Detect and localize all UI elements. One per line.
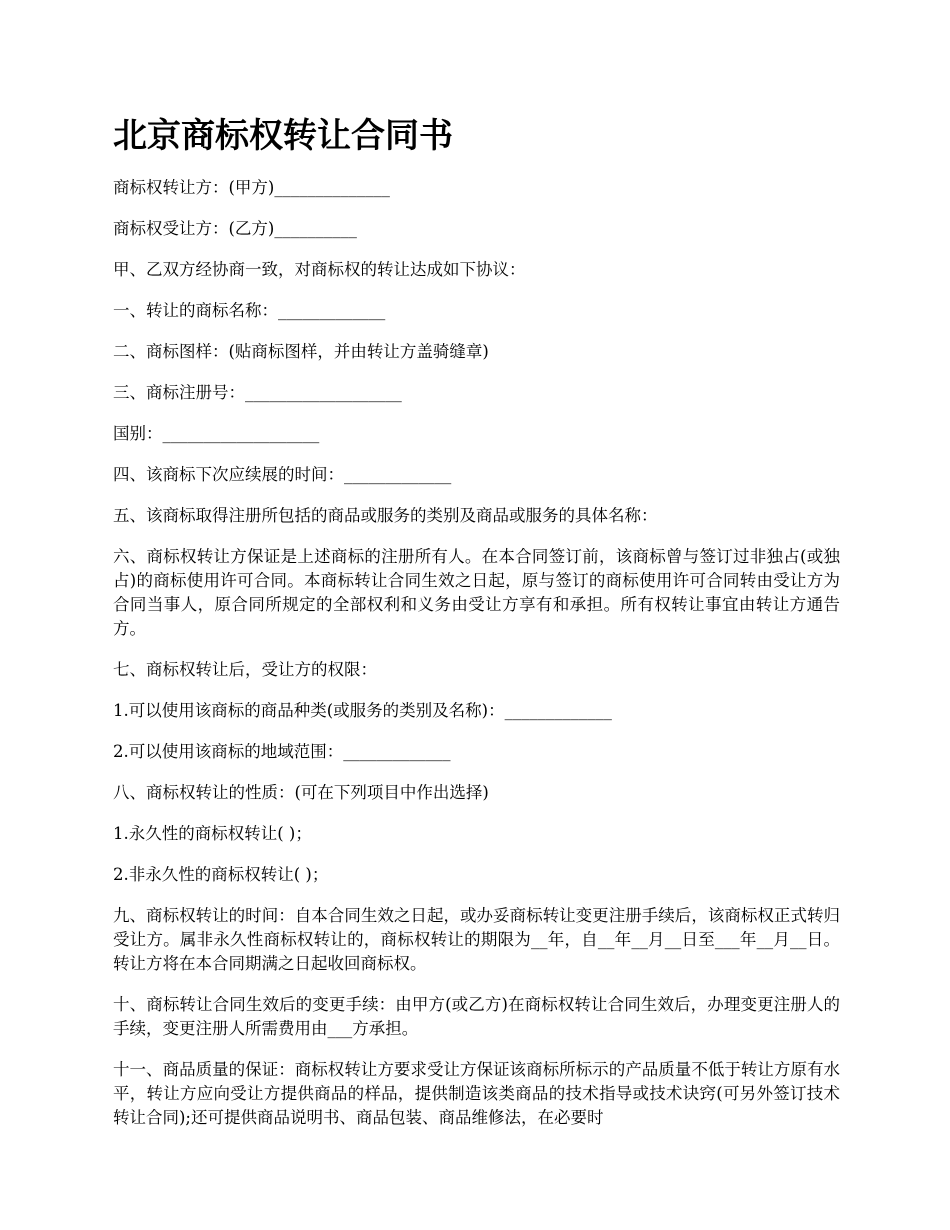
clause-9-transfer-time: 九、商标权转让的时间：自本合同生效之日起，或办妥商标转让变更注册手续后，该商标权正式转归受让方。属非永久性商标权转让的，商标权转让的期限为__年，自__年__月__日至___年__月__日。转让方将在本合同期满之日起收回商标权。	[113, 906, 840, 973]
clause-7-item-1: 1.可以使用该商标的商品种类(或服务的类别及名称)：_____________	[113, 701, 612, 720]
agreement-intro: 甲、乙双方经协商一致，对商标权的转让达成如下协议：	[113, 260, 526, 279]
clause-2-trademark-sample: 二、商标图样：(贴商标图样，并由转让方盖骑缝章)	[113, 342, 489, 361]
clause-7-rights: 七、商标权转让后，受让方的权限：	[113, 660, 377, 679]
clause-11-quality-guarantee: 十一、商品质量的保证：商标权转让方要求受让方保证该商标所标示的产品质量不低于转让方原有水平，转让方应向受让方提供商品的样品，提供制造该类商品的技术指导或技术诀窍(可另外签订技术转让合同);还可提供商品说明书、商品包装、商品维修法，在必要时	[113, 1060, 840, 1127]
clause-8-item-2: 2.非永久性的商标权转让( )；	[113, 865, 329, 884]
clause-5-goods-services: 五、该商标取得注册所包括的商品或服务的类别及商品或服务的具体名称：	[113, 506, 658, 525]
transferor-line: 商标权转让方：(甲方)______________	[113, 178, 390, 197]
document-page	[113, 112, 840, 1147]
clause-8-item-1: 1.永久性的商标权转让( )；	[113, 824, 312, 843]
country-line: 国别：___________________	[113, 424, 320, 443]
clause-6-ownership-guarantee: 六、商标权转让方保证是上述商标的注册所有人。在本合同签订前，该商标曾与签订过非独占(或独占)的商标使用许可合同。本商标转让合同生效之日起，原与签订的商标使用许可合同转由受让方为合同当事人，原合同所规定的全部权利和义务由受让方享有和承担。所有权转让事宜由转让方通告方。	[113, 547, 840, 638]
clause-7-item-2: 2.可以使用该商标的地域范围：_____________	[113, 742, 451, 761]
clause-1-trademark-name: 一、转让的商标名称：_____________	[113, 301, 386, 320]
clause-3-registration-number: 三、商标注册号：___________________	[113, 383, 402, 402]
clause-4-renewal-time: 四、该商标下次应续展的时间：_____________	[113, 465, 452, 484]
clause-10-change-procedures: 十、商标转让合同生效后的变更手续：由甲方(或乙方)在商标权转让合同生效后，办理变更注册人的手续，变更注册人所需费用由___方承担。	[113, 995, 840, 1038]
clause-8-nature: 八、商标权转让的性质：(可在下列项目中作出选择)	[113, 783, 489, 802]
document-title: 北京商标权转让合同书	[113, 116, 453, 156]
transferee-line: 商标权受让方：(乙方)__________	[113, 219, 357, 238]
